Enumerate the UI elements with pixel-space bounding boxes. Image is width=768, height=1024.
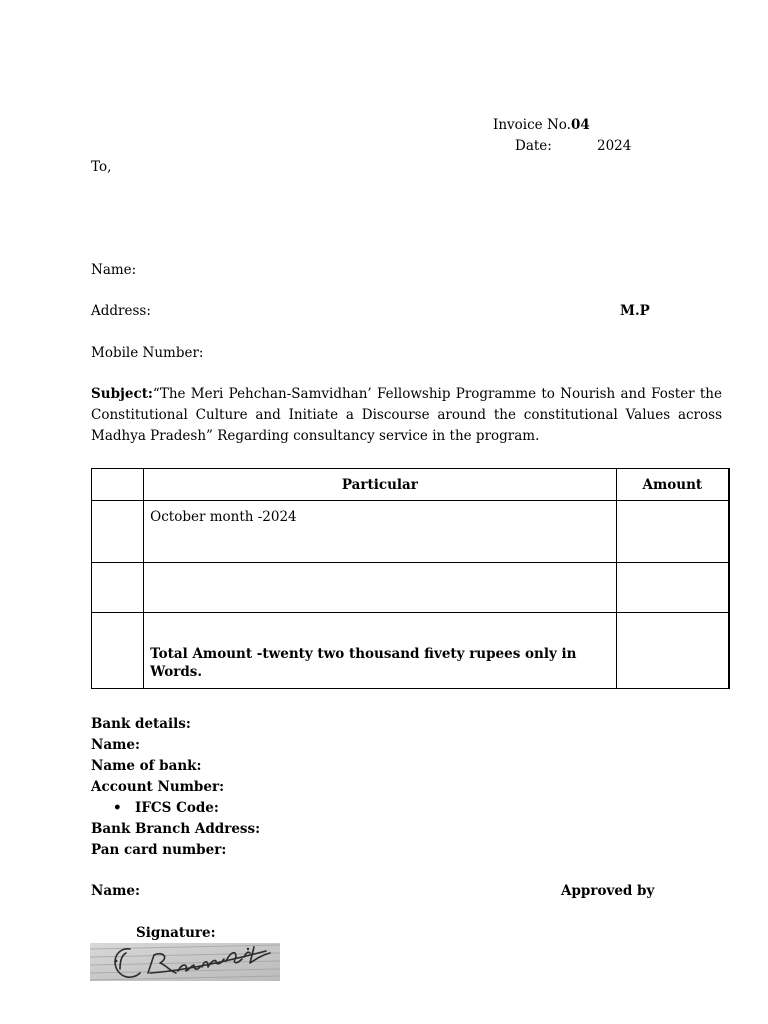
table-cell-sn (92, 563, 144, 613)
table-row (92, 563, 730, 613)
account-number-label: Account Number: (91, 779, 225, 795)
table-cell-amount (616, 501, 729, 563)
bank-name-label: Name of bank: (91, 758, 202, 774)
table-header-particular: Particular (144, 469, 617, 501)
signature-image (90, 943, 280, 981)
table-cell-particular (144, 563, 617, 613)
invoice-number-value: 04 (570, 117, 590, 133)
signature-label: Signature: (136, 925, 216, 941)
bank-branch-address-label: Bank Branch Address: (91, 821, 261, 837)
table-row (92, 501, 730, 563)
bank-account-name-label: Name: (91, 737, 140, 753)
invoice-table (91, 468, 730, 689)
table-cell-sn (92, 501, 144, 563)
table-header-amount: Amount (616, 469, 729, 501)
subject-paragraph (91, 384, 722, 447)
table-cell-amount (616, 563, 729, 613)
invoice-number (493, 117, 590, 133)
pan-card-number-label: Pan card number: (91, 842, 227, 858)
date-label: Date: (515, 138, 552, 154)
ifcs-code-item (91, 798, 260, 819)
table-header-row (92, 469, 730, 501)
recipient-address-label: Address: (91, 303, 151, 319)
bank-details (91, 714, 260, 861)
ifcs-code-label: IFCS Code: (135, 800, 219, 816)
invoice-label: Invoice No. (493, 117, 571, 133)
table-cell-amount (616, 613, 729, 689)
table-cell-sn (92, 613, 144, 689)
subject-text: “The Meri Pehchan-Samvidhan’ Fellowship Programme to Nourish and Foster the Constitutional Culture and Initiate a Discourse around the constitutional Values across Madhya Pradesh” Regarding consultancy service in the program. (91, 386, 722, 444)
bank-details-title: Bank details: (91, 716, 191, 732)
table-row-total (92, 613, 730, 689)
address-state: M.P (620, 303, 650, 319)
approved-by-label: Approved by (561, 883, 655, 899)
total-amount-words: Total Amount -twenty two thousand fivety rupees only in Words. (144, 613, 617, 689)
subject-label: Subject: (91, 386, 153, 402)
mobile-number-label: Mobile Number: (91, 345, 204, 361)
date-value: 2024 (597, 138, 632, 154)
table-header-sn (92, 469, 144, 501)
table-cell-particular: October month -2024 (144, 501, 617, 563)
to-label: To, (91, 159, 112, 175)
footer-name-label: Name: (91, 883, 140, 899)
recipient-name-label: Name: (91, 262, 137, 278)
bullet-icon: • (113, 800, 122, 816)
